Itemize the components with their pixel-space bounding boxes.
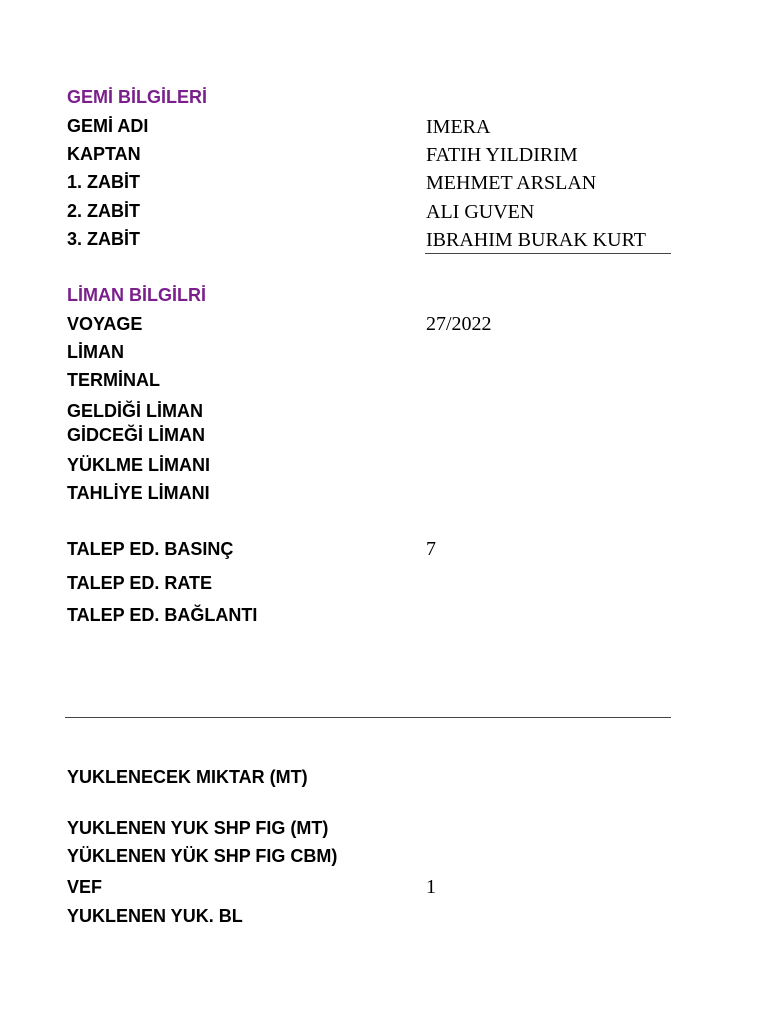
loaded-ship-figure-mt-label: YUKLENEN YUK SHP FIG (MT) [67, 818, 329, 838]
third-officer-value: IBRAHIM BURAK KURT [426, 229, 646, 251]
vef-label: VEF [67, 877, 103, 897]
loading-port-label: YÜKLME LİMANI [67, 455, 210, 475]
voyage-label: VOYAGE [67, 314, 143, 334]
next-port-label: GİDCEĞİ LİMAN [67, 425, 205, 445]
quantity-to-load-label: YUKLENECEK MIKTAR (MT) [67, 767, 308, 787]
second-officer-value: ALI GUVEN [426, 201, 535, 223]
port-info-heading: LİMAN BİLGİLRİ [67, 285, 206, 305]
ship-name-value: IMERA [426, 116, 491, 138]
ship-info-heading: GEMİ BİLGİLERİ [67, 87, 208, 107]
officer-underline [425, 253, 671, 254]
loaded-ship-figure-cbm-label: YÜKLENEN YÜK SHP FIG CBM) [67, 846, 338, 866]
captain-value: FATIH YILDIRIM [426, 144, 578, 166]
terminal-label: TERMİNAL [67, 370, 160, 390]
second-officer-label: 2. ZABİT [67, 201, 141, 221]
third-officer-label: 3. ZABİT [67, 229, 141, 249]
connection-label: TALEP ED. BAĞLANTI [67, 605, 258, 625]
voyage-value: 27/2022 [426, 313, 492, 335]
ship-name-label: GEMİ ADI [67, 116, 149, 136]
pressure-label: TALEP ED. BASINÇ [67, 539, 234, 559]
port-label: LİMAN [67, 342, 124, 362]
vef-value: 1 [426, 876, 436, 898]
rate-label: TALEP ED. RATE [67, 573, 213, 593]
discharge-port-label: TAHLİYE LİMANI [67, 483, 210, 503]
captain-label: KAPTAN [67, 144, 141, 164]
first-officer-value: MEHMET ARSLAN [426, 172, 597, 194]
first-officer-label: 1. ZABİT [67, 172, 141, 192]
arrival-port-label: GELDİĞİ LİMAN [67, 401, 203, 421]
section-divider [65, 717, 671, 718]
loaded-bl-label: YUKLENEN YUK. BL [67, 906, 243, 926]
pressure-value: 7 [426, 538, 436, 560]
